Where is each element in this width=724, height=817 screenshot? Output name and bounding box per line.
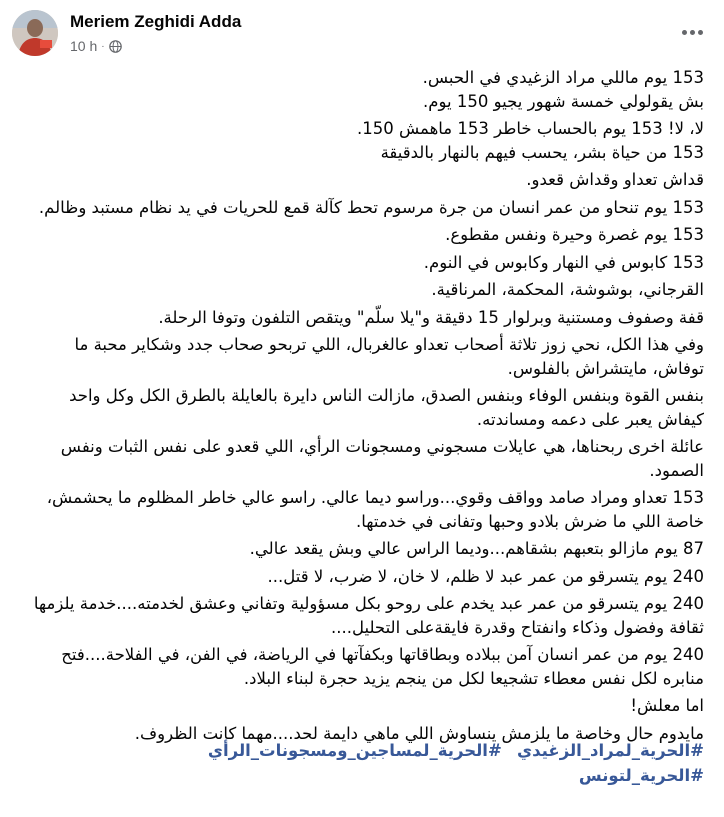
post-header <box>12 8 712 58</box>
hashtag-line-1 <box>20 738 704 763</box>
hashtags <box>20 738 704 788</box>
avatar[interactable] <box>12 10 58 56</box>
hashtag-line-2 <box>20 763 704 788</box>
post-paragraph: بش يقولولي خمسة شهور يجيو 150 يوم. <box>423 91 704 111</box>
post-paragraph: 87 يوم مازالو بتعبهم بشقاهم...وديما الراس عالي وبش يقعد عالي. <box>249 539 704 558</box>
post-paragraph: 153 كابوس في النهار وكابوس في النوم. <box>423 252 704 272</box>
hashtag-link[interactable]: #الحرية_لمساجين_ومسجونات_الرأي <box>207 741 502 760</box>
post-meta <box>70 38 122 54</box>
post-paragraph: مايدوم حال وخاصة ما يلزمش ينساوش اللي ماهي دايمة لحد....مهما كانت الظروف. <box>134 723 704 743</box>
meta-separator: · <box>101 40 105 52</box>
post-paragraph: قداش تعداو وقداش قعدو. <box>526 170 704 189</box>
post-paragraph: 153 يوم غصرة وحيرة ونفس مقطوع. <box>445 225 704 244</box>
post-time[interactable]: 10 h <box>70 38 98 54</box>
post-paragraph: اما معلش! <box>630 696 704 715</box>
post-paragraph: 240 يوم من عمر انسان آمن ببلاده وبطاقاتها وبكفآتها في الرياضة، في الفن، في الفلاحة....فتح منابره لكل نفس معطاء تشجيعا لكل من ينجم يزيد حجرة لبناء البلاد. <box>61 645 704 688</box>
post-paragraph: لا، لا! 153 يوم بالحساب خاطر 153 ماهمش 150. <box>357 119 704 138</box>
author-name[interactable]: Meriem Zeghidi Adda <box>70 12 242 31</box>
avatar-image <box>12 10 58 56</box>
post-paragraph: 153 يوم تنحاو من عمر انسان من جرة مرسوم تحط كآلة قمع للحريات في يد نظام مستبد وظالم. <box>38 197 704 217</box>
more-options-icon[interactable] <box>676 18 708 46</box>
post-body <box>20 66 704 745</box>
post-paragraph: 240 يوم يتسرقو من عمر عبد لا ظلم، لا خان، لا ضرب، لا قتل... <box>267 566 704 586</box>
post-paragraph: 153 تعداو ومراد صامد وواقف وقوي...وراسو ديما عالي. راسو عالي خاطر المظلوم ما يحشمش، خاصة اللي ما ضرش بلادو وحبها وتفانى في خدمتها. <box>46 488 704 531</box>
globe-icon[interactable] <box>109 40 122 53</box>
post-paragraph: 153 من حياة بشر، يحسب فيهم بالنهار بالدقيقة <box>380 142 704 162</box>
post-paragraph: القرجاني، بوشوشة، المحكمة، المرناقية. <box>431 280 704 299</box>
post-paragraph: بنفس القوة وبنفس الوفاء وبنفس الصدق، مازالت الناس دايرة بالعايلة بالطرق الكل وكل واحد كيفاش يعبر على دعمه ومساندته. <box>69 386 704 429</box>
hashtag-link[interactable]: #الحرية_لتونس <box>578 766 704 785</box>
post-paragraph: قفة وصفوف ومستنية وبرلوار 15 دقيقة و"يلا سلّم" ويتقص التلفون وتوفا الرحلة. <box>158 307 704 327</box>
post-paragraph: عائلة اخرى ربحناها، هي عايلات مسجوني ومسجونات الرأي، اللي قعدو على نفس الثبات ونفس الصمود. <box>60 437 704 480</box>
post-paragraph: 240 يوم يتسرقو من عمر عبد يخدم على روحو بكل مسؤولية وتفاني وعشق لخدمته....خدمة يلزمها ثقافة وفضول وذكاء وانفتاح وقدرة فايقةعلى التحليل.... <box>33 594 704 637</box>
post-paragraph: 153 يوم ماللي مراد الزغيدي في الحبس. <box>422 68 704 87</box>
post-paragraph: وفي هذا الكل، نحي زوز تلاثة أصحاب تعداو عالغربال، اللي تربحو صحاب جدد وشكاير محبة ما توفاش، مايتشراش بالفلوس. <box>74 335 704 378</box>
hashtag-link[interactable]: #الحرية_لمراد_الزغيدي <box>517 741 704 760</box>
